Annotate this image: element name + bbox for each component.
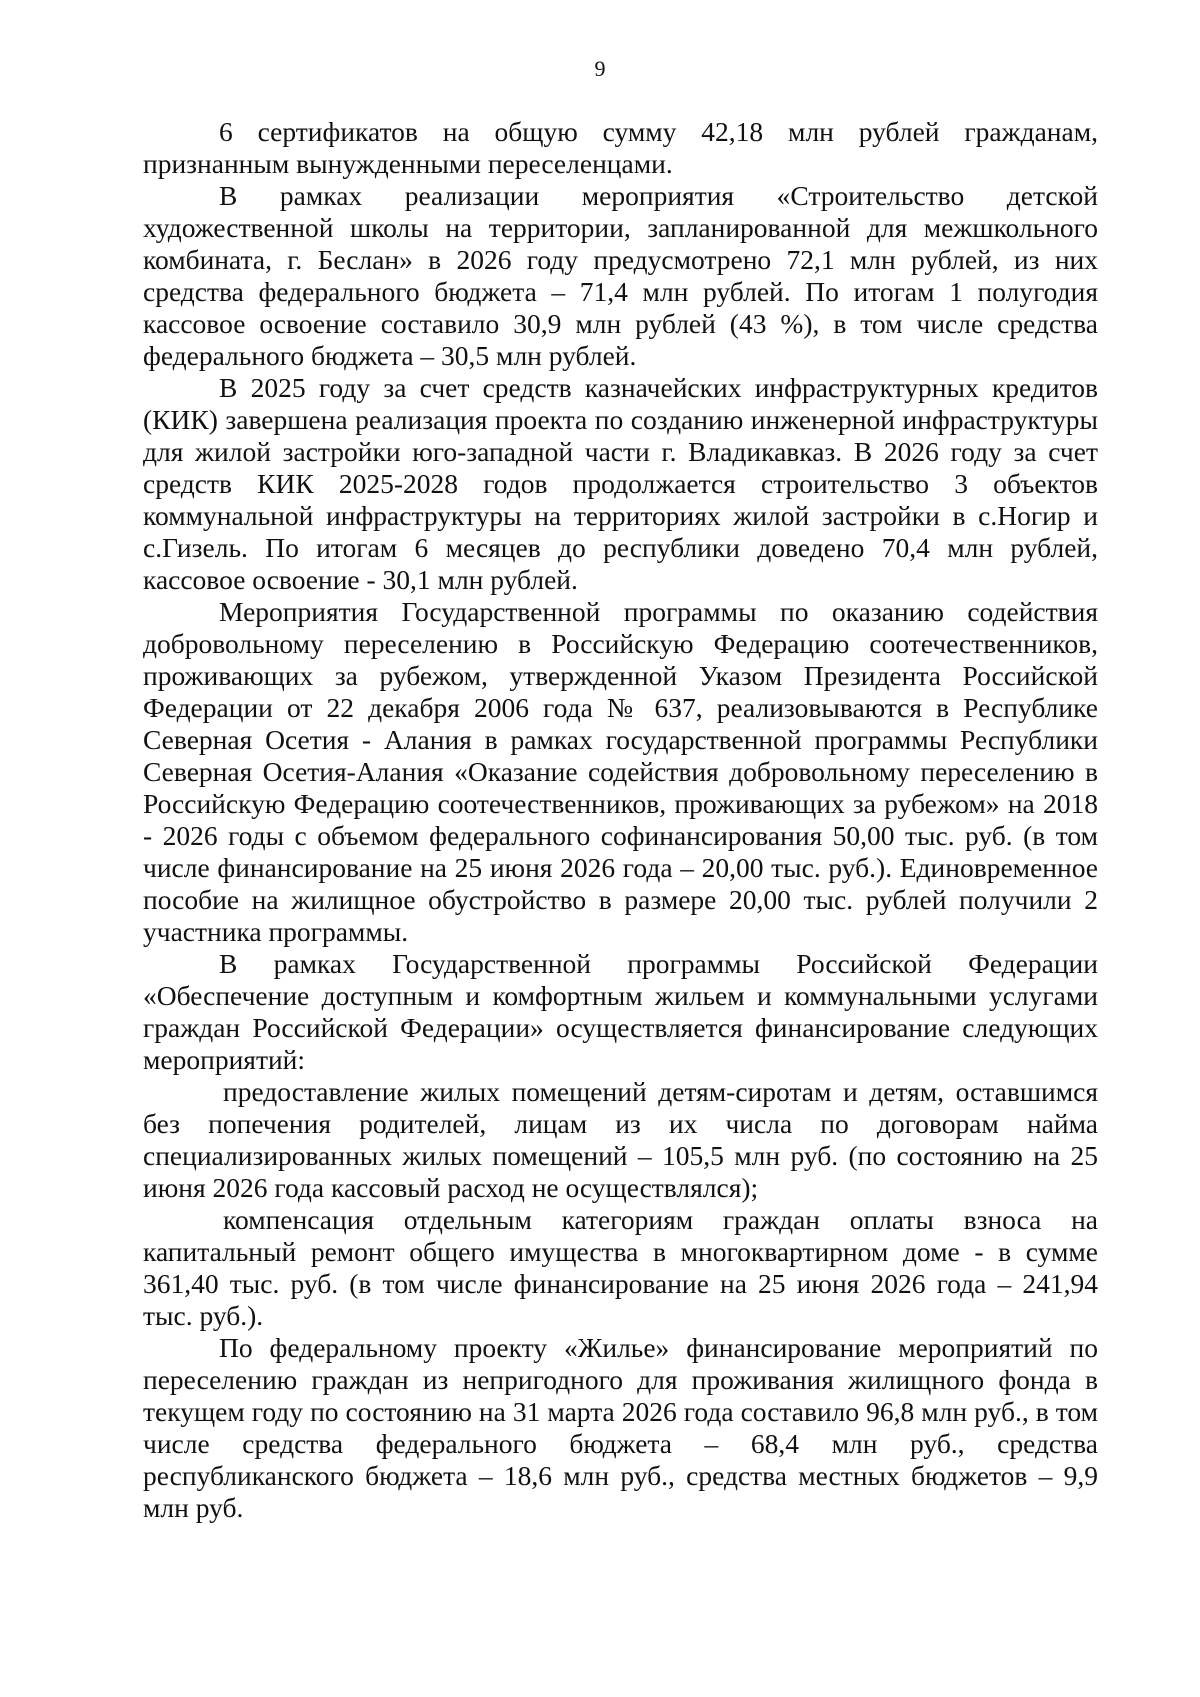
paragraph-compatriots-program: Мероприятия Государственной программы по оказанию содействия добровольному переселению в Российскую Федерацию соотечественников, проживающих за рубежом, утвержденной Указом Президента Российской Федерации от 22 декабря 2006 года № 637, реализовываются в Республике Северная Осетия - Алания в рамках государственной программы Республики Северная Осетия-Алания «Оказание содействия добровольному переселению в Российскую Федерацию соотечественников, проживающих за рубежом» на 2018 - 2026 годы с объемом федерального софинансирования 50,00 тыс. руб. (в том числе финансирование на 25 июня 2026 года – 20,00 тыс. руб.). Единовременное пособие на жилищное обустройство в размере 20,00 тыс. рублей получили 2 участника программы. <box>143 596 1098 947</box>
paragraph-orphans-housing: предоставление жилых помещений детям-сиротам и детям, оставшимся без попечения родителей, лицам из их числа по договорам найма специализированных жилых помещений – 105,5 млн руб. (по состоянию на 25 июня 2026 года кассовый расход не осуществлялся); <box>143 1076 1098 1203</box>
paragraph-capital-repair: компенсация отдельным категориям граждан оплаты взноса на капитальный ремонт общего имущества в многоквартирном доме - в сумме 361,40 тыс. руб. (в том числе финансирование на 25 июня 2026 года – 241,94 тыс. руб.). <box>143 1204 1098 1331</box>
paragraph-infrastructure-credits: В 2025 году за счет средств казначейских инфраструктурных кредитов (КИК) завершена реализация проекта по созданию инженерной инфраструктуры для жилой застройки юго-западной части г. Владикавказ. В 2026 году за счет средств КИК 2025-2028 годов продолжается строительство 3 объектов коммунальной инфраструктуры на территориях жилой застройки в с.Ногир и с.Гизель. По итогам 6 месяцев до республики доведено 70,4 млн рублей, кассовое освоение - 30,1 млн рублей. <box>143 372 1098 595</box>
paragraph-resettlement: По федеральному проекту «Жилье» финансирование мероприятий по переселению граждан из непригодного для проживания жилищного фонда в текущем году по состоянию на 31 марта 2026 года составило 96,8 млн руб., в том числе средства федерального бюджета – 68,4 млн руб., средства республиканского бюджета – 18,6 млн руб., средства местных бюджетов – 9,9 млн руб. <box>143 1332 1098 1523</box>
paragraph-art-school: В рамках реализации мероприятия «Строительство детской художественной школы на территории, запланированной для межшкольного комбината, г. Беслан» в 2026 году предусмотрено 72,1 млн рублей, из них средства федерального бюджета – 71,4 млн рублей. По итогам 1 полугодия кассовое освоение составило 30,9 млн рублей (43 %), в том числе средства федерального бюджета – 30,5 млн рублей. <box>143 180 1098 371</box>
paragraph-certificates: 6 сертификатов на общую сумму 42,18 млн рублей гражданам, признанным вынужденными переселенцами. <box>143 116 1098 179</box>
page-number: 9 <box>594 56 606 81</box>
document-body <box>143 116 1098 1524</box>
paragraph-housing-program: В рамках Государственной программы Российской Федерации «Обеспечение доступным и комфортным жильем и коммунальными услугами граждан Российской Федерации» осуществляется финансирование следующих мероприятий: <box>143 948 1098 1075</box>
